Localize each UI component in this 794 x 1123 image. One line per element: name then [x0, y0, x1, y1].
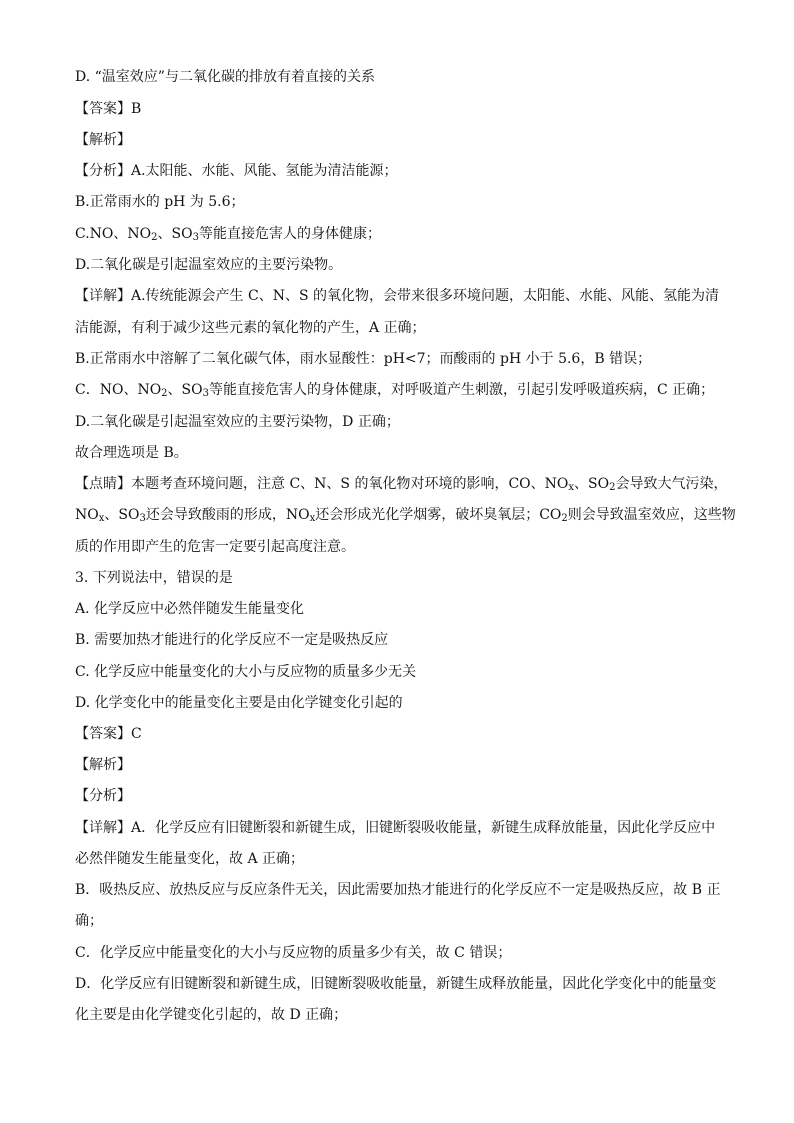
text-line [75, 350, 651, 368]
text-line [75, 475, 727, 493]
text-run: D．化学反应有旧键断裂和新键生成，旧键断裂吸收能量，新键生成释放能量，因此化学变化中的能量变 [75, 976, 717, 992]
subscript: 3 [202, 388, 209, 399]
text-run: 【答案】C [75, 726, 142, 742]
text-line [75, 787, 131, 805]
text-line [75, 131, 131, 149]
subscript: 2 [561, 513, 568, 524]
text-run: 质的作用即产生的危害一定要引起高度注意。 [75, 539, 355, 555]
subscript: x [98, 513, 105, 524]
subscript: 3 [192, 232, 199, 243]
text-run: 【分析】 [75, 788, 131, 804]
text-line [75, 193, 245, 211]
text-line [75, 256, 342, 274]
text-run: 等能直接危害人的身体健康，对呼吸道产生刺激，引起引发呼吸道疾病，C 正确； [209, 382, 715, 398]
text-run: 化主要是由化学键变化引起的，故 D 正确； [75, 1007, 348, 1023]
text-line [75, 756, 131, 774]
text-line [75, 569, 233, 587]
text-line [75, 975, 716, 993]
text-line [75, 162, 398, 180]
text-run: 则会导致温室效应，这些物 [567, 507, 736, 523]
text-line [75, 506, 736, 524]
text-run: C. 化学反应中能量变化的大小与反应物的质量多少无关 [75, 664, 417, 680]
subscript: x [309, 513, 316, 524]
text-run: 故合理选项是 B。 [75, 445, 188, 461]
text-line [75, 663, 416, 681]
text-line [75, 631, 388, 649]
text-line [75, 444, 188, 462]
text-run: 等能直接危害人的身体健康； [198, 226, 381, 242]
text-run: 洁能源，有利于减少这些元素的氧化物的产生，A 正确； [75, 320, 426, 336]
subscript: 2 [609, 482, 616, 493]
text-line [75, 381, 714, 399]
text-run: 【详解】A．化学反应有旧键断裂和新键生成，旧键断裂吸收能量，新键生成释放能量，因此化学反应中 [75, 820, 716, 836]
text-run: D. 化学变化中的能量变化主要是由化学键变化引起的 [75, 695, 403, 711]
text-line [75, 694, 403, 712]
text-run: D.二氧化碳是引起温室效应的主要污染物。 [75, 257, 343, 273]
text-line [75, 68, 375, 86]
text-run: 还会形成光化学烟雾，破坏臭氧层；CO [315, 507, 562, 523]
text-run: 会导致大气污染， [615, 476, 728, 492]
text-line [75, 319, 426, 337]
text-run: A. 化学反应中必然伴随发生能量变化 [75, 601, 305, 617]
text-run: 、SO [167, 382, 203, 398]
text-run: 、SO [574, 476, 610, 492]
text-run: 3. 下列说法中，错误的是 [75, 570, 233, 586]
text-line [75, 225, 381, 243]
text-run: 、SO [104, 507, 140, 523]
text-run: D.二氧化碳是引起温室效应的主要污染物，D 正确； [75, 414, 400, 430]
text-run: B.正常雨水的 pH 为 5.6； [75, 194, 245, 210]
text-run: 还会导致酸雨的形成，NO [145, 507, 310, 523]
subscript: x [568, 482, 575, 493]
text-line [75, 881, 720, 899]
text-run: 【解析】 [75, 132, 131, 148]
text-run: 确； [75, 913, 103, 929]
subscript: 2 [161, 388, 168, 399]
text-line [75, 912, 103, 930]
text-line [75, 944, 511, 962]
text-run: B．吸热反应、放热反应与反应条件无关，因此需要加热才能进行的化学反应不一定是吸热反应，故 B 正 [75, 882, 721, 898]
text-run: 【详解】A.传统能源会产生 C、N、S 的氧化物，会带来很多环境问题，太阳能、水能、风能、氢能为清 [75, 288, 720, 304]
text-run: NO [75, 507, 99, 523]
text-run: C.NO、NO [75, 226, 152, 242]
text-run: 【点睛】本题考查环境问题，注意 C、N、S 的氧化物对环境的影响，CO、NO [75, 476, 569, 492]
text-run: 【分析】A.太阳能、水能、风能、氢能为清洁能源； [75, 163, 398, 179]
text-line [75, 1006, 347, 1024]
text-run: 必然伴随发生能量变化，故 A 正确； [75, 851, 305, 867]
text-run: 【答案】B [75, 101, 142, 117]
text-run: B.正常雨水中溶解了二氧化碳气体，雨水显酸性：pH<7；而酸雨的 pH 小于 5.6，B 错误； [75, 351, 652, 367]
text-line [75, 100, 141, 118]
text-run: C．化学反应中能量变化的大小与反应物的质量多少有关，故 C 错误； [75, 945, 512, 961]
text-run: 【解析】 [75, 757, 131, 773]
subscript: 3 [139, 513, 146, 524]
text-line [75, 538, 355, 556]
text-line [75, 287, 719, 305]
text-run: C．NO、NO [75, 382, 162, 398]
text-line [75, 413, 400, 431]
text-run: 、SO [157, 226, 193, 242]
text-line [75, 600, 304, 618]
text-line [75, 850, 304, 868]
text-line [75, 819, 715, 837]
text-line [75, 725, 142, 743]
text-run: D. “温室效应”与二氧化碳的排放有着直接的关系 [75, 69, 375, 85]
subscript: 2 [151, 232, 158, 243]
text-run: B. 需要加热才能进行的化学反应不一定是吸热反应 [75, 632, 389, 648]
